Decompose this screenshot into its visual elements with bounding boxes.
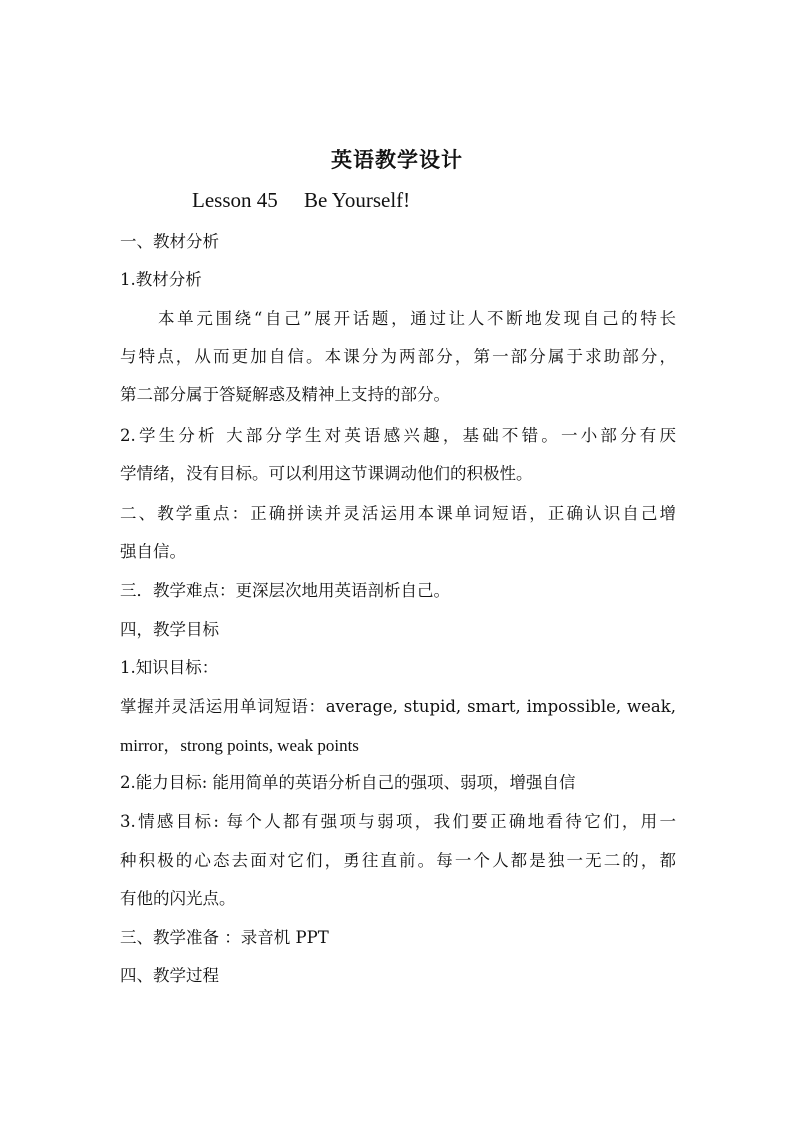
paragraph-line: 有他的闪光点。 — [120, 889, 236, 908]
document-title: 英语教学设计 — [331, 147, 463, 172]
teaching-focus-line: 二、教学重点：正确拼读并灵活运用本课单词短语，正确认识自己增 — [120, 504, 676, 523]
teaching-difficulty-line: 三．教学难点：更深层次地用英语剖析自己。 — [120, 581, 450, 600]
paragraph-line: 强自信。 — [120, 542, 186, 561]
student-analysis-line: 2.学生分析 大部分学生对英语感兴趣，基础不错。一小部分有厌 — [120, 426, 676, 445]
paragraph-line: 与特点，从而更加自信。本课分为两部分，第一部分属于求助部分， — [120, 347, 676, 366]
paragraph-line: 本单元围绕“自己”展开话题，通过让人不断地发现自己的特长 — [158, 309, 676, 328]
paragraph-line: 种积极的心态去面对它们，勇往直前。每一个人都是独一无二的，都 — [120, 851, 676, 870]
subsection-knowledge-goals: 1.知识目标： — [120, 658, 219, 677]
emotion-goal-line: 3.情感目标: 每个人都有强项与弱项，我们要正确地看待它们，用一 — [120, 812, 676, 831]
section-heading-material-analysis: 一、教材分析 — [120, 232, 219, 251]
ability-goal-line: 2.能力目标: 能用简单的英语分析自己的强项、弱项，增强自信 — [120, 773, 576, 792]
lesson-subtitle: Lesson 45 Be Yourself! — [192, 188, 411, 212]
section-heading-teaching-process: 四、教学过程 — [120, 966, 219, 985]
subsection-material-analysis: 1.教材分析 — [120, 270, 202, 289]
teaching-preparation-line: 三、教学准备 ：录音机 PPT — [120, 928, 329, 947]
paragraph-line: 第二部分属于答疑解惑及精神上支持的部分。 — [120, 385, 450, 404]
vocabulary-line: mirror，strong points, weak points — [120, 736, 359, 755]
vocabulary-line: 掌握并灵活运用单词短语：average, stupid, smart, impossible, weak, — [120, 697, 676, 716]
section-heading-teaching-goals: 四，教学目标 — [120, 620, 219, 639]
paragraph-line: 学情绪，没有目标。可以利用这节课调动他们的积极性。 — [120, 464, 533, 483]
